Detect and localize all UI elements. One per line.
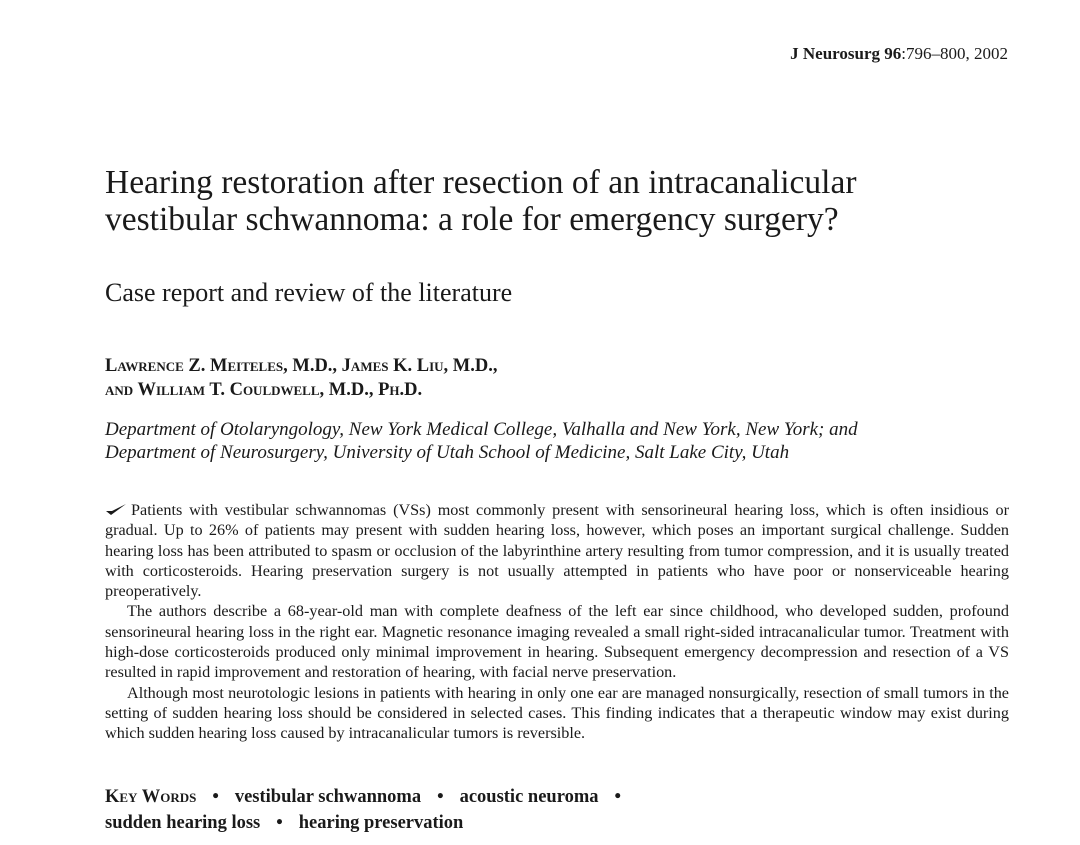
author-list: [105, 354, 498, 402]
affiliation-line-1: Department of Otolaryngology, New York Medical College, Valhalla and New York, New York; and: [105, 419, 858, 440]
article-subtitle: Case report and review of the literature: [105, 278, 513, 307]
keyword-separator: •: [437, 787, 444, 807]
journal-pages-year: :796–800, 2002: [901, 44, 1008, 63]
journal-citation: [790, 44, 1008, 64]
article-title: [105, 164, 1005, 238]
keywords: [105, 784, 637, 836]
keyword-separator: •: [614, 787, 621, 807]
keyword-item: hearing preservation: [298, 813, 464, 833]
abstract-paragraph-1: [105, 500, 1009, 601]
keyword-item: sudden hearing loss: [105, 813, 261, 833]
keyword-item: acoustic neuroma: [459, 787, 599, 807]
abstract: [105, 500, 1009, 744]
keywords-line-1: [105, 784, 637, 810]
affiliation-line-2: Department of Neurosurgery, University of Utah School of Medicine, Salt Lake City, Utah: [105, 442, 790, 463]
abstract-paragraph-2: The authors describe a 68-year-old man with complete deafness of the left ear since childhood, who developed sudden, profound sensorineural hearing loss in the right ear. Magnetic resonance imaging revealed a small right-sided intracanalicular tumor. Treatment with high-dose corticosteroids produced only minimal improvement in hearing. Subsequent emergency decompression and resection of a VS resulted in rapid improvement and restoration of hearing, with facial nerve preservation.: [105, 602, 1009, 682]
author-line-2: and William T. Couldwell, M.D., Ph.D.: [105, 380, 423, 400]
journal-name: J Neurosurg: [790, 44, 881, 63]
abstract-paragraph-3: Although most neurotologic lesions in patients with hearing in only one ear are managed nonsurgically, resection of small tumors in the setting of sudden hearing loss should be considered in selected cases. This finding indicates that a therapeutic window may exist during which sudden hearing loss caused by intracanalicular tumors is reversible.: [105, 683, 1009, 743]
keywords-line-2: [105, 810, 637, 836]
abstract-paragraph-1-text: Patients with vestibular schwannomas (VSs) most commonly present with sensorineural hearing loss, which is often insidious or gradual. Up to 26% of patients may present with sudden hearing loss, however, which poses an important surgical challenge. Sudden hearing loss has been attributed to spasm or occlusion of the labyrinthine artery resulting from tumor compression, and it is usually treated with corticosteroids. Hearing preservation surgery is not usually attempted in patients who have poor or nonserviceable hearing preoperatively.: [105, 501, 1009, 601]
affiliations: [105, 418, 858, 464]
keyword-separator: •: [276, 813, 283, 833]
article-title-line-1: Hearing restoration after resection of an intracanalicular: [105, 164, 857, 201]
article-title-line-2: vestibular schwannoma: a role for emergency surgery?: [105, 201, 839, 238]
author-line-1: Lawrence Z. Meiteles, M.D., James K. Liu, M.D.,: [105, 356, 498, 376]
check-mark-icon: [105, 502, 127, 516]
keyword-separator: •: [212, 787, 219, 807]
journal-volume: 96: [884, 44, 902, 63]
keywords-heading: Key Words: [105, 787, 197, 807]
keyword-item: vestibular schwannoma: [234, 787, 422, 807]
